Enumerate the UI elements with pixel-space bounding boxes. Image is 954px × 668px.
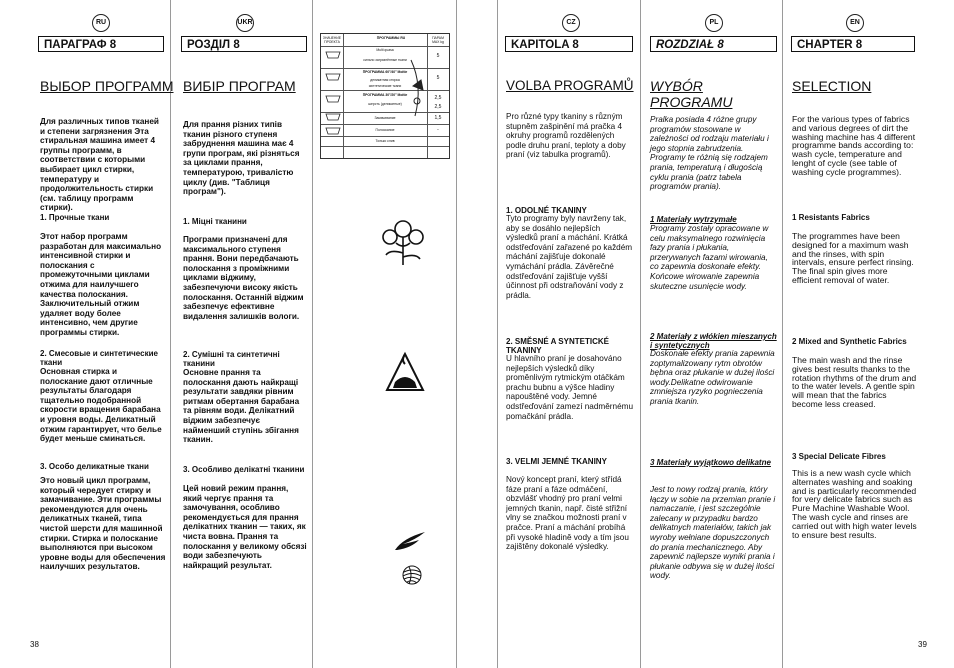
ukr-page-title: ВИБІР ПРОГРАМ	[183, 78, 296, 94]
table-row: шерсть (деликатные)	[368, 102, 402, 106]
table-row-line	[321, 146, 449, 147]
en-section2-text: The main wash and the rinse gives best results thanks to the rotation rhythms of the drum and to the water levels. A gentle spin will mean that the fabrics become less creased.	[792, 355, 917, 409]
en-section2-title: 2 Mixed and Synthetic Fabrics	[792, 337, 907, 346]
table-row: деликатная стирка	[370, 78, 400, 82]
table-row: ПРОГРАММА 30°/20° Moitie	[362, 93, 408, 97]
table-row: сильно загрязнённые ткани	[363, 58, 407, 62]
cz-section3-text: Nový koncept praní, který střídá fáze praní a fáze odmáčení, obzvlášť vhodný pro praní velmi jemných tkanin, např. čisté střižní vlny se značkou možnosti praní v pračce. Praní a máchání probíhá při vysoké hladině vody a tím jsou zajištěny dokonalé výsledky.	[506, 475, 629, 552]
pl-intro: Pralka posiada 4 różne grupy programów stosowane w zależności od rodzaju materiału i jego stopnia zabrudzenia. Programy te różnią się rodzajem prania, temperaturą i długością cyklu prania (patrz tabela programów prania).	[650, 115, 769, 192]
ru-chapter-header: ПАРАГРАФ 8	[38, 36, 164, 52]
table-row: Полоскание	[375, 128, 395, 132]
table-value: 2,5	[434, 95, 442, 101]
pl-section3-title: 3 Materiały wyjątkowo delikatne	[650, 458, 771, 467]
cz-intro: Pro různé typy tkaniny s různým stupněm zašpinění má pračka 4 okruhy programů rozdělených podle druhu praní, teploty a doby praní (viz tabulka programů).	[506, 112, 626, 160]
ru-intro: Для различных типов тканей и степени загрязнения Эта стиральная машина имеет 4 группы программ, в соответствии с которыми выбирает цикл стирки, температуру и продолжительность стирки (см. таблицу программ стирки).	[40, 117, 159, 213]
ru-section3-title: 3. Особо деликатные ткани	[40, 462, 149, 471]
ru-section2-text: Основная стирка и полоскание дают отличные результаты благодаря тщательно подобранной скорости вращения барабана и уровня воды. Деликатный отжим гарантирует, что белье будет меньше сминаться.	[40, 367, 162, 444]
lang-badge-en: EN	[846, 14, 864, 32]
page-number-left: 38	[30, 640, 39, 649]
page-number-right: 39	[918, 640, 927, 649]
table-row-line	[321, 46, 449, 47]
column-divider	[640, 0, 641, 668]
en-chapter-header: CHAPTER 8	[791, 36, 915, 52]
lang-badge-cz: CZ	[562, 14, 580, 32]
ru-page-title: ВЫБОР ПРОГРАММ	[40, 78, 174, 94]
cz-section1-text: Tyto programy byly navrženy tak, aby se dosáhlo nejlepších výsledků praní a máchání. Krátká odstřeďování zařazené po každém máchání zajišťuje dokonalé vymáchání prádla. Závěrečné odstřeďování zajišťuje vyšší účinnost při odstraňování vody z prádla.	[506, 214, 633, 300]
table-symbols	[323, 48, 343, 144]
pl-section2-text: Doskonałe efekty prania zapewnia zoptymalizowany rytm obrotów bębna oraz płukanie w dużej ilości wody.Delikatne odwirowanie zmniejsza ryzyko pognieczenia prania tkanin.	[650, 349, 775, 406]
table-row: ПРОГРАММА 60°/40° Moitie	[362, 70, 408, 74]
ru-section3-text: Это новый цикл программ, который чередует стирку и замачивание. Эти программы рекомендуются для очень деликатных тканей, типа чистой шерсти для машинной стирки. Стирка и полоскание выполняются при высоком уровне воды для обеспечения наилучших результатов.	[40, 476, 166, 572]
ukr-section2-text: Основне прання та полоскання дають найкращі результати завдяки рівним ритмам обертання барабана та рівням води. Делікатний віджим забезпечує найменший ступінь збігання тканин.	[183, 368, 300, 445]
pl-section1-text: Programy zostały opracowane w celu maksymalnego rozwinięcia fazy prania i płukania, przerywanych fazami wirowania, co zapewnia doskonałe efekty. Końcowe wirowanie zapewnia skuteczne usunięcie wody.	[650, 224, 769, 291]
column-divider	[456, 0, 457, 668]
en-section3-text: This is a new wash cycle which alternates washing and soaking and is particularly recommended for very delicate fabrics such as Pure Machine Washable Wool. The wash cycle and rinses are carried out with high water levels to ensure best results.	[792, 468, 917, 540]
lang-badge-ukr: UKR	[236, 14, 254, 32]
table-row: Multi quasa	[376, 48, 394, 52]
table-head-right: ПАРАМ МАХ kg	[432, 36, 444, 44]
column-divider	[497, 0, 498, 668]
pl-chapter-header: ROZDZIAŁ 8	[650, 36, 777, 52]
cz-section2-text: U hlavního praní je dosahováno nejlepších výsledků díky proměnlivým rytmickým otáčkám prachu bubnu a výšce hladiny napouštěné vody. Jemné odstřeďování zamezí nadměrnému pomačkání prádla.	[506, 354, 633, 421]
cz-chapter-header: KAPITOLA 8	[505, 36, 633, 52]
en-section1-text: The programmes have been designed for a maximum wash and the rinses, with spin intervals, ensure perfect rinsing. The final spin gives more efficient removal of water.	[792, 231, 914, 285]
pl-section2-title: 2 Materiały z włókien mieszanych i syntetycznych	[650, 332, 777, 350]
en-intro: For the various types of fabrics and various degrees of dirt the washing machine has 4 different programme bands according to: wash cycle, temperature and lenght of cycle (see table of washing cycle programmes).	[792, 114, 916, 177]
table-value: 1,5	[434, 115, 442, 121]
lang-badge-pl: PL	[705, 14, 723, 32]
ukr-intro: Для прання різних типів тканин різного ступеня забруднення машина має 4 групи програм, які різняться за циклами прання, температурою, тривалістю циклу (див. "Таблиця програм").	[183, 120, 300, 197]
pl-section3-text: Jest to nowy rodzaj prania, który łączy w sobie na przemian pranie i namaczanie, i jest szczególnie zalecany w przypadku bardzo delikatnych materiałów, takich jak wyroby wełniane dopuszczonych do prania mechanicznego. Aby zapewnić najlepsze wyniki prania i płukanie odbywa się w dużej ilości wody.	[650, 485, 776, 581]
wool-ball-icon	[401, 564, 423, 586]
column-divider	[782, 0, 783, 668]
ukr-section3-title: 3. Особливо делікатні тканини	[183, 465, 305, 474]
ukr-section3-text: Цей новий режим прання, який чергує прання та замочування, особливо рекомендується для прання делікатних тканин — таких, як чиста вовна. Прання та полоскання у великому обсязі води забезпечують найкращий результат.	[183, 484, 307, 570]
en-section3-title: 3 Special Delicate Fibres	[792, 452, 886, 461]
column-divider	[170, 0, 171, 668]
table-row: Только слив	[375, 139, 395, 143]
synthetic-hanger-icon	[381, 350, 429, 396]
table-head-mid: ПРОГРАММЫ RU	[376, 36, 406, 40]
en-page-title: SELECTION	[792, 78, 872, 94]
ru-section1-text: Этот набор программ разработан для максимально интенсивной стирки и полоскания с промежуточными циклами отжима для наилучшего качества полоскания. Заключительный отжим удаляет воду более интенсивно, чем другие программы стирки.	[40, 232, 162, 337]
table-col-line	[343, 34, 344, 158]
pl-page-title: WYBÓR PROGRAMU	[650, 78, 733, 110]
en-section1-title: 1 Resistants Fabrics	[792, 213, 870, 222]
table-row: Замачивание	[374, 116, 396, 120]
ukr-section2-title: 2. Сумішні та синтетичні тканини	[183, 350, 280, 368]
pl-section1-title: 1 Materiały wytrzymałe	[650, 215, 737, 224]
cz-section3-title: 3. VELMI JEMNÉ TKANINY	[506, 457, 607, 466]
table-value: 5	[436, 75, 440, 81]
table-value: 2,5	[434, 104, 442, 110]
table-value: 5	[436, 53, 440, 59]
column-divider	[312, 0, 313, 668]
ukr-chapter-header: РОЗДІЛ 8	[181, 36, 307, 52]
table-value: -	[437, 127, 439, 133]
ru-section1-title: 1. Прочные ткани	[40, 213, 110, 222]
ru-section2-title: 2. Смесовые и синтетические ткани	[40, 349, 158, 367]
feather-delicate-icon	[393, 528, 427, 552]
lang-badge-ru: RU	[92, 14, 110, 32]
cotton-flower-icon	[376, 215, 430, 269]
ukr-section1-text: Програми призначені для максимального ступеня прання. Вони передбачають полоскання з проміжними циклами віджиму, забезпечуючи високу якість полоскання. Останній віджим забезпечує ефективне видалення залишків вологи.	[183, 235, 304, 321]
table-col-line	[427, 34, 428, 158]
table-row: синтетические ткани	[368, 84, 402, 88]
cz-section2-title: 2. SMĚSNÉ A SYNTETICKÉ TKANINY	[506, 337, 609, 355]
ukr-section1-title: 1. Міцні тканини	[183, 217, 247, 226]
program-table	[320, 33, 450, 159]
cz-page-title: VOLBA PROGRAMŮ	[506, 78, 634, 93]
table-head-left: ЗНАЧЕНИЕ ПРОЕКТА	[322, 36, 342, 44]
cz-section1-title: 1. ODOLNÉ TKANINY	[506, 206, 587, 215]
table-dial-drawing	[407, 56, 427, 126]
